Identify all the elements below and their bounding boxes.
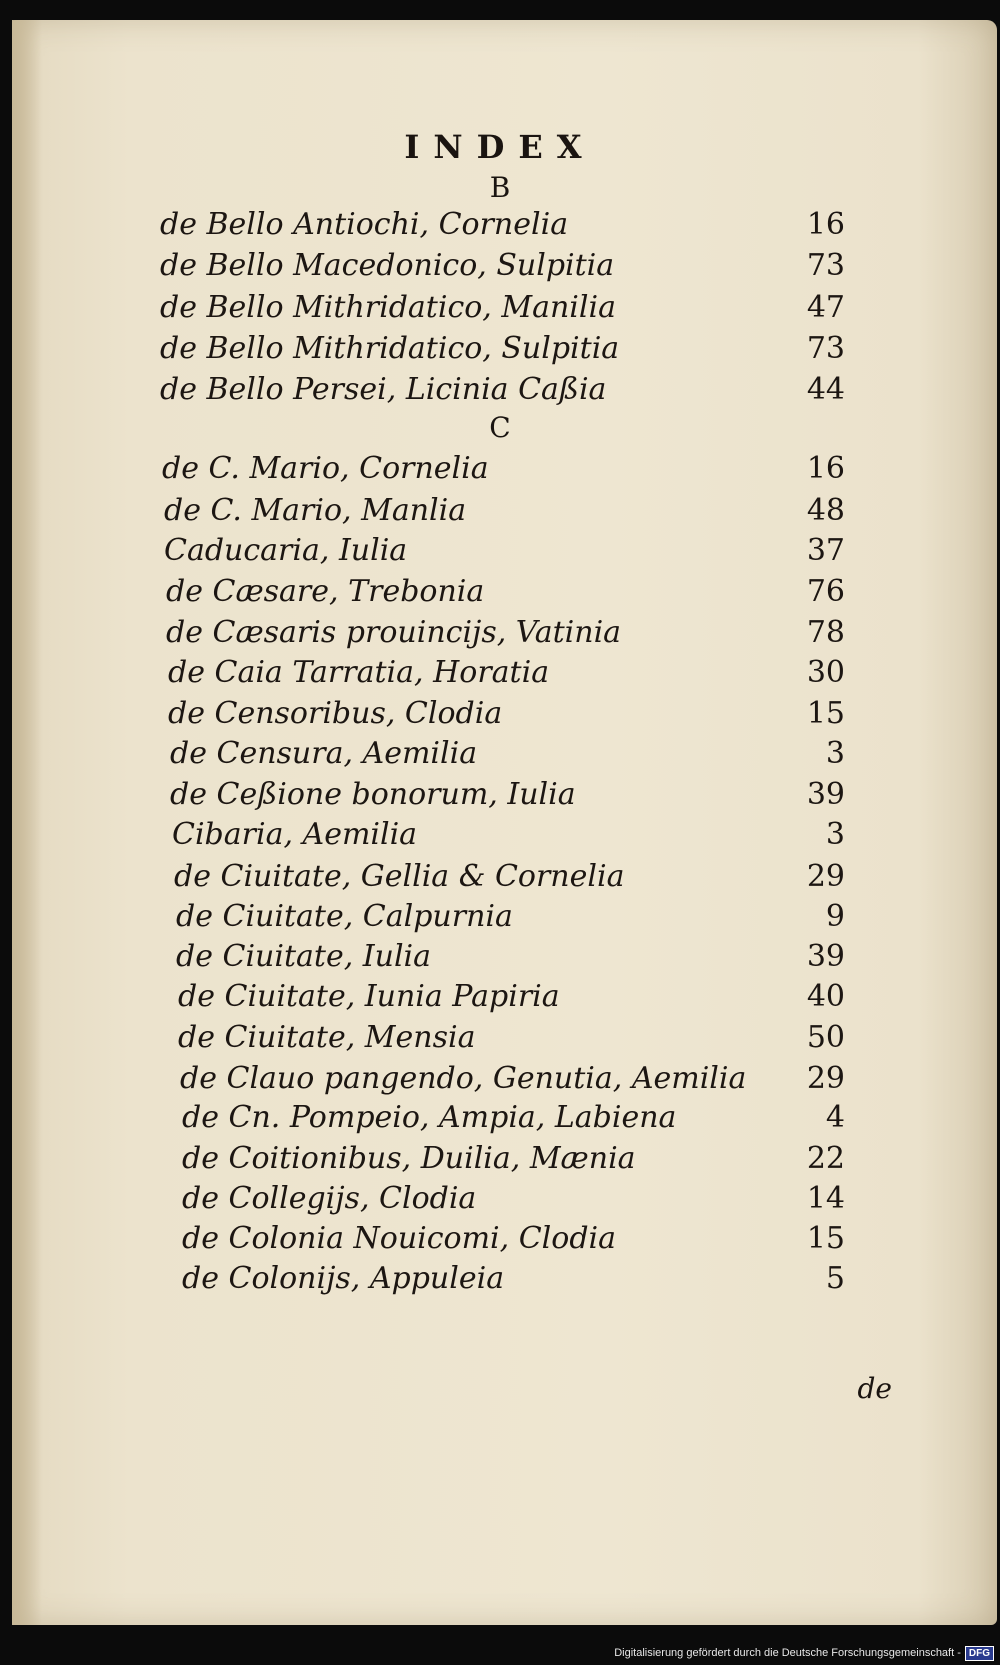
section-letter: C bbox=[489, 411, 511, 444]
entry-text: de Ciuitate, Iulia bbox=[176, 939, 432, 974]
entry-page-number: 14 bbox=[806, 1181, 845, 1216]
entry-page-number: 5 bbox=[825, 1261, 845, 1296]
entry-text: de Colonia Nouicomi, Clodia bbox=[182, 1221, 617, 1256]
index-entry bbox=[178, 1017, 845, 1059]
entry-text: de Bello Macedonico, Sulpitia bbox=[160, 248, 615, 283]
entry-text: de Bello Mithridatico, Sulpitia bbox=[160, 331, 620, 366]
entry-page-number: 50 bbox=[806, 1020, 845, 1055]
entry-text: Cibaria, Aemilia bbox=[172, 817, 418, 852]
index-entry bbox=[178, 976, 845, 1018]
entry-page-number: 76 bbox=[806, 574, 845, 609]
entry-text: de Clauo pangendo, Genutia, Aemilia bbox=[180, 1061, 747, 1096]
entry-page-number: 3 bbox=[825, 736, 845, 771]
entry-page-number: 29 bbox=[806, 859, 845, 894]
index-entry bbox=[170, 733, 845, 775]
entry-text: de Ciuitate, Iunia Papiria bbox=[178, 979, 560, 1014]
index-entry bbox=[168, 652, 845, 694]
index-entry bbox=[160, 328, 845, 370]
entry-page-number: 15 bbox=[806, 1221, 845, 1256]
entry-page-number: 29 bbox=[806, 1061, 845, 1096]
entry-text: de C. Mario, Cornelia bbox=[162, 451, 489, 486]
entry-text: de Censura, Aemilia bbox=[170, 736, 478, 771]
entry-page-number: 39 bbox=[806, 939, 845, 974]
index-entry bbox=[166, 612, 845, 654]
entry-page-number: 4 bbox=[825, 1100, 845, 1135]
entry-page-number: 22 bbox=[806, 1141, 845, 1176]
entry-text: de Ceßione bonorum, Iulia bbox=[170, 777, 576, 812]
index-entry bbox=[164, 530, 845, 572]
index-entry bbox=[170, 774, 845, 816]
entry-page-number: 16 bbox=[806, 207, 845, 242]
entry-page-number: 73 bbox=[806, 331, 845, 366]
credit-text: Digitalisierung gefördert durch die Deutsche Forschungsgemeinschaft - bbox=[614, 1647, 961, 1659]
index-entry bbox=[182, 1097, 845, 1139]
index-entry bbox=[160, 369, 845, 411]
entry-text: de Bello Mithridatico, Manilia bbox=[160, 290, 616, 325]
index-entry bbox=[162, 448, 845, 490]
index-entry bbox=[182, 1138, 845, 1180]
index-entry bbox=[182, 1218, 845, 1260]
entry-page-number: 16 bbox=[806, 451, 845, 486]
entry-page-number: 3 bbox=[825, 817, 845, 852]
entry-text: de Colonijs, Appuleia bbox=[182, 1261, 505, 1296]
entry-text: de Censoribus, Clodia bbox=[168, 696, 503, 731]
entry-text: de Ciuitate, Mensia bbox=[178, 1020, 476, 1055]
page-title: INDEX bbox=[404, 128, 596, 166]
dfg-logo: DFG bbox=[965, 1646, 994, 1661]
index-entry bbox=[168, 693, 845, 735]
entry-page-number: 78 bbox=[806, 615, 845, 650]
entry-text: de Cn. Pompeio, Ampia, Labiena bbox=[182, 1100, 677, 1135]
entry-text: de Cæsare, Trebonia bbox=[166, 574, 485, 609]
entry-page-number: 40 bbox=[806, 979, 845, 1014]
entry-page-number: 47 bbox=[806, 290, 845, 325]
entry-text: Caducaria, Iulia bbox=[164, 533, 408, 568]
index-entry bbox=[182, 1178, 845, 1220]
entry-page-number: 15 bbox=[806, 696, 845, 731]
index-entry bbox=[176, 936, 845, 978]
entry-text: de Ciuitate, Calpurnia bbox=[176, 899, 513, 934]
catchword: de bbox=[857, 1372, 892, 1405]
index-entry bbox=[180, 1058, 845, 1100]
index-entry bbox=[160, 245, 845, 287]
entry-page-number: 73 bbox=[806, 248, 845, 283]
entry-text: de Bello Antiochi, Cornelia bbox=[160, 207, 569, 242]
index-entry bbox=[174, 856, 845, 898]
entry-page-number: 39 bbox=[806, 777, 845, 812]
index-entry bbox=[172, 814, 845, 856]
entry-page-number: 48 bbox=[806, 493, 845, 528]
index-entry bbox=[160, 287, 845, 329]
entry-page-number: 37 bbox=[806, 533, 845, 568]
entry-text: de Ciuitate, Gellia & Cornelia bbox=[174, 859, 625, 894]
section-letter: B bbox=[489, 171, 511, 204]
entry-page-number: 9 bbox=[825, 899, 845, 934]
entry-text: de Collegijs, Clodia bbox=[182, 1181, 477, 1216]
entry-page-number: 44 bbox=[806, 372, 845, 407]
entry-text: de Coitionibus, Duilia, Mænia bbox=[182, 1141, 636, 1176]
entry-page-number: 30 bbox=[806, 655, 845, 690]
index-entry bbox=[166, 571, 845, 613]
entry-text: de C. Mario, Manlia bbox=[164, 493, 467, 528]
digitization-credit bbox=[614, 1644, 994, 1662]
entry-text: de Caia Tarratia, Horatia bbox=[168, 655, 550, 690]
index-entry bbox=[160, 204, 845, 246]
entry-text: de Bello Persei, Licinia Caßia bbox=[160, 372, 607, 407]
entry-text: de Cæsaris prouincijs, Vatinia bbox=[166, 615, 622, 650]
index-entry bbox=[176, 896, 845, 938]
index-entry bbox=[164, 490, 845, 532]
index-entry bbox=[182, 1258, 845, 1300]
